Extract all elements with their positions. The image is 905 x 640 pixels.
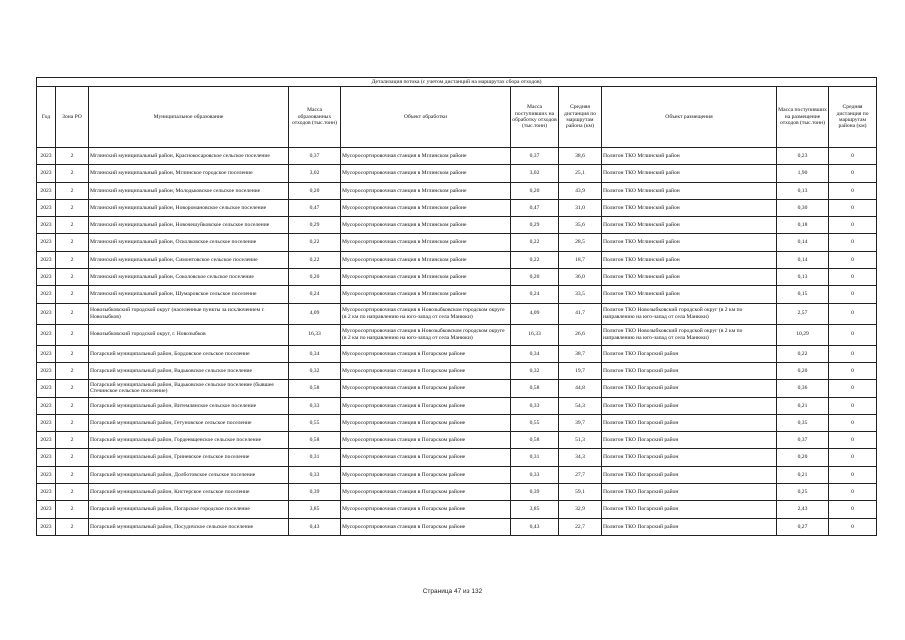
cell-mass-to-placement: 0,20 [777,449,829,466]
cell-treatment-object: Мусоросортировочная станция в Погарском районе [341,345,511,362]
cell-avg-distance-placement: 0 [829,303,877,324]
cell-municipality: Новозыбковский городской округ (населенные пункты за исключением г. Новозыбков) [89,303,289,324]
table-row [37,165,877,182]
table-row [37,449,877,466]
cell-zone: 2 [56,362,89,379]
cell-mass-to-placement: 0,25 [777,484,829,501]
cell-placement-object: Полигон ТКО Погарский район [602,449,777,466]
cell-avg-distance-treatment: 38,7 [559,345,602,362]
cell-avg-distance-treatment: 26,6 [559,324,602,345]
cell-avg-distance-placement: 0 [829,217,877,234]
cell-placement-object: Полигон ТКО Погарский район [602,518,777,535]
cell-treatment-object: Мусоросортировочная станция в Погарском районе [341,380,511,397]
cell-zone: 2 [56,380,89,397]
cell-avg-distance-placement: 0 [829,414,877,431]
table-row [37,148,877,165]
cell-mass-to-placement: 0,18 [777,217,829,234]
cell-mass-to-placement: 0,13 [777,182,829,199]
cell-treatment-object: Мусоросортировочная станция в Погарском районе [341,362,511,379]
cell-mass-to-placement: 1,90 [777,165,829,182]
cell-year: 2023 [37,234,56,251]
cell-avg-distance-placement: 0 [829,165,877,182]
table-row [37,286,877,303]
cell-mass-to-placement: 0,23 [777,148,829,165]
cell-zone: 2 [56,217,89,234]
cell-avg-distance-treatment: 44,8 [559,380,602,397]
cell-mass-generated: 0,22 [289,234,341,251]
cell-placement-object: Полигон ТКО Мглинский район [602,234,777,251]
cell-avg-distance-placement: 0 [829,466,877,483]
waste-flow-table [36,77,877,536]
cell-treatment-object: Мусоросортировочная станция в Мглинском районе [341,199,511,216]
cell-placement-object: Полигон ТКО Погарский район [602,466,777,483]
cell-mass-generated: 0,20 [289,269,341,286]
cell-avg-distance-placement: 0 [829,518,877,535]
cell-municipality: Погарский муниципальный район, Гриневское сельское поселение [89,449,289,466]
cell-treatment-object: Мусоросортировочная станция в Новозыбковском городском округе (в 2 км по направлению на юго-запад от села Манюки) [341,303,511,324]
cell-mass-generated: 0,31 [289,449,341,466]
cell-municipality: Мглинский муниципальный район, Новоромановское сельское поселение [89,199,289,216]
cell-year: 2023 [37,217,56,234]
cell-avg-distance-treatment: 19,7 [559,362,602,379]
cell-zone: 2 [56,484,89,501]
cell-mass-generated: 0,33 [289,466,341,483]
cell-year: 2023 [37,148,56,165]
cell-placement-object: Полигон ТКО Погарский район [602,414,777,431]
cell-mass-to-placement: 0,14 [777,251,829,268]
cell-year: 2023 [37,518,56,535]
cell-placement-object: Полигон ТКО Погарский район [602,397,777,414]
cell-mass-to-treatment: 0,34 [511,345,559,362]
table-row [37,432,877,449]
cell-placement-object: Полигон ТКО Мглинский район [602,217,777,234]
cell-avg-distance-placement: 0 [829,148,877,165]
cell-zone: 2 [56,345,89,362]
cell-year: 2023 [37,501,56,518]
cell-avg-distance-placement: 0 [829,449,877,466]
cell-avg-distance-treatment: 41,7 [559,303,602,324]
cell-treatment-object: Мусоросортировочная станция в Мглинском районе [341,148,511,165]
cell-placement-object: Полигон ТКО Мглинский район [602,182,777,199]
table-row [37,182,877,199]
cell-mass-generated: 0,20 [289,182,341,199]
table-row [37,217,877,234]
cell-avg-distance-treatment: 34,3 [559,449,602,466]
cell-mass-generated: 0,33 [289,397,341,414]
cell-placement-object: Полигон ТКО Мглинский район [602,165,777,182]
cell-avg-distance-treatment: 36,0 [559,269,602,286]
cell-year: 2023 [37,324,56,345]
cell-year: 2023 [37,303,56,324]
header-mass-generated: Масса образованных отходов (тыс.тонн) [289,87,341,148]
cell-year: 2023 [37,380,56,397]
cell-zone: 2 [56,449,89,466]
cell-zone: 2 [56,397,89,414]
cell-placement-object: Полигон ТКО Мглинский район [602,199,777,216]
cell-municipality: Мглинский муниципальный район, Шумаровское сельское поселение [89,286,289,303]
cell-treatment-object: Мусоросортировочная станция в Погарском районе [341,449,511,466]
cell-treatment-object: Мусоросортировочная станция в Мглинском районе [341,182,511,199]
cell-year: 2023 [37,432,56,449]
page-number: Страница 47 из 132 [422,588,483,595]
table-row [37,269,877,286]
cell-treatment-object: Мусоросортировочная станция в Мглинском районе [341,286,511,303]
cell-mass-generated: 0,43 [289,518,341,535]
cell-mass-generated: 0,58 [289,432,341,449]
header-municipality: Муниципальное образование [89,87,289,148]
cell-mass-generated: 0,37 [289,148,341,165]
cell-mass-to-treatment: 0,37 [511,148,559,165]
cell-mass-to-treatment: 0,58 [511,380,559,397]
cell-mass-to-treatment: 0,29 [511,217,559,234]
cell-avg-distance-treatment: 54,3 [559,397,602,414]
cell-avg-distance-treatment: 31,0 [559,199,602,216]
cell-mass-to-placement: 10,29 [777,324,829,345]
cell-year: 2023 [37,362,56,379]
cell-zone: 2 [56,414,89,431]
cell-municipality: Погарский муниципальный район, Вадьковское сельское поселение [89,362,289,379]
cell-avg-distance-treatment: 18,7 [559,251,602,268]
table-row [37,362,877,379]
cell-zone: 2 [56,518,89,535]
cell-zone: 2 [56,432,89,449]
cell-year: 2023 [37,269,56,286]
cell-municipality: Мглинский муниципальный район, Новочешуйковское сельское поселение [89,217,289,234]
header-avg-distance-placement: Средняя дистанция по маршрутам района (км) [829,87,877,148]
cell-avg-distance-placement: 0 [829,324,877,345]
cell-municipality: Мглинский муниципальный район, Краснокосаровское сельское поселение [89,148,289,165]
cell-placement-object: Полигон ТКО Погарский район [602,501,777,518]
table-row [37,484,877,501]
table-body [37,148,877,536]
table-row [37,380,877,397]
cell-treatment-object: Мусоросортировочная станция в Новозыбковском городском округе (в 2 км по направлению на юго-запад от села Манюки) [341,324,511,345]
cell-zone: 2 [56,165,89,182]
cell-zone: 2 [56,199,89,216]
table-row [37,345,877,362]
cell-mass-to-treatment: 0,20 [511,182,559,199]
cell-mass-to-treatment: 0,33 [511,466,559,483]
cell-placement-object: Полигон ТКО Новозыбковский городской округ (в 2 км по направлению на юго-запад от села Манюки) [602,303,777,324]
cell-avg-distance-treatment: 33,5 [559,286,602,303]
cell-mass-generated: 0,22 [289,251,341,268]
cell-placement-object: Полигон ТКО Погарский район [602,380,777,397]
table-row [37,501,877,518]
cell-mass-to-placement: 0,21 [777,397,829,414]
cell-mass-to-treatment: 0,47 [511,199,559,216]
cell-municipality: Погарский муниципальный район, Долботовское сельское поселение [89,466,289,483]
cell-avg-distance-treatment: 22,7 [559,518,602,535]
cell-avg-distance-treatment: 35,6 [559,217,602,234]
cell-mass-generated: 0,29 [289,217,341,234]
document-page [36,77,876,536]
header-mass-to-placement: Масса поступивших на размещение отходов (тыс.тонн) [777,87,829,148]
cell-mass-generated: 0,39 [289,484,341,501]
cell-treatment-object: Мусоросортировочная станция в Мглинском районе [341,234,511,251]
cell-year: 2023 [37,414,56,431]
table-row [37,324,877,345]
cell-treatment-object: Мусоросортировочная станция в Мглинском районе [341,269,511,286]
cell-avg-distance-placement: 0 [829,501,877,518]
cell-treatment-object: Мусоросортировочная станция в Мглинском районе [341,251,511,268]
cell-avg-distance-placement: 0 [829,182,877,199]
cell-mass-to-placement: 0,36 [777,380,829,397]
cell-zone: 2 [56,303,89,324]
cell-placement-object: Полигон ТКО Погарский район [602,432,777,449]
cell-municipality: Мглинский муниципальный район, Молодьковское сельское поселение [89,182,289,199]
cell-mass-to-placement: 0,30 [777,199,829,216]
cell-mass-to-placement: 0,15 [777,286,829,303]
cell-avg-distance-treatment: 25,1 [559,165,602,182]
cell-avg-distance-placement: 0 [829,199,877,216]
cell-avg-distance-placement: 0 [829,380,877,397]
cell-mass-to-placement: 2,43 [777,501,829,518]
cell-mass-to-placement: 0,27 [777,518,829,535]
cell-year: 2023 [37,165,56,182]
cell-avg-distance-treatment: 32,9 [559,501,602,518]
cell-mass-to-placement: 0,22 [777,345,829,362]
cell-mass-to-placement: 0,37 [777,432,829,449]
cell-avg-distance-treatment: 59,1 [559,484,602,501]
cell-treatment-object: Мусоросортировочная станция в Мглинском районе [341,217,511,234]
table-caption: Детализация потока (с учетом дистанций на маршрутах сбора отходов) [37,78,877,87]
cell-treatment-object: Мусоросортировочная станция в Погарском районе [341,518,511,535]
cell-mass-generated: 0,55 [289,414,341,431]
cell-avg-distance-placement: 0 [829,397,877,414]
cell-avg-distance-treatment: 28,5 [559,234,602,251]
cell-mass-to-placement: 0,21 [777,466,829,483]
cell-year: 2023 [37,466,56,483]
cell-mass-generated: 0,34 [289,345,341,362]
cell-mass-to-treatment: 0,39 [511,484,559,501]
cell-zone: 2 [56,182,89,199]
cell-avg-distance-placement: 0 [829,269,877,286]
cell-mass-to-treatment: 16,33 [511,324,559,345]
cell-avg-distance-placement: 0 [829,286,877,303]
cell-avg-distance-treatment: 38,6 [559,148,602,165]
cell-treatment-object: Мусоросортировочная станция в Погарском районе [341,414,511,431]
cell-municipality: Погарский муниципальный район, Бордовское сельское поселение [89,345,289,362]
cell-mass-to-placement: 2,57 [777,303,829,324]
cell-treatment-object: Мусоросортировочная станция в Погарском районе [341,397,511,414]
cell-mass-to-treatment: 0,24 [511,286,559,303]
cell-year: 2023 [37,199,56,216]
cell-avg-distance-placement: 0 [829,484,877,501]
cell-zone: 2 [56,466,89,483]
cell-year: 2023 [37,397,56,414]
cell-municipality: Погарский муниципальный район, Кистерское сельское поселение [89,484,289,501]
table-row [37,251,877,268]
cell-mass-generated: 3,85 [289,501,341,518]
cell-zone: 2 [56,251,89,268]
table-row [37,199,877,216]
cell-mass-to-treatment: 0,33 [511,397,559,414]
cell-mass-to-treatment: 0,22 [511,234,559,251]
cell-mass-to-placement: 0,13 [777,269,829,286]
cell-year: 2023 [37,345,56,362]
cell-mass-to-placement: 0,20 [777,362,829,379]
cell-zone: 2 [56,148,89,165]
cell-mass-to-treatment: 3,02 [511,165,559,182]
cell-mass-to-placement: 0,14 [777,234,829,251]
cell-municipality: Мглинский муниципальный район, Соколовское сельское поселение [89,269,289,286]
table-row [37,234,877,251]
cell-avg-distance-placement: 0 [829,432,877,449]
cell-zone: 2 [56,286,89,303]
cell-treatment-object: Мусоросортировочная станция в Мглинском районе [341,165,511,182]
cell-placement-object: Полигон ТКО Погарский район [602,484,777,501]
cell-placement-object: Полигон ТКО Мглинский район [602,148,777,165]
cell-mass-to-treatment: 0,32 [511,362,559,379]
cell-avg-distance-treatment: 43,9 [559,182,602,199]
table-row [37,518,877,535]
cell-mass-generated: 0,58 [289,380,341,397]
cell-avg-distance-placement: 0 [829,251,877,268]
cell-mass-generated: 3,02 [289,165,341,182]
cell-mass-to-treatment: 0,55 [511,414,559,431]
cell-municipality: Погарский муниципальный район, Витемлянское сельское поселение [89,397,289,414]
table-row [37,397,877,414]
cell-treatment-object: Мусоросортировочная станция в Погарском районе [341,484,511,501]
cell-placement-object: Полигон ТКО Мглинский район [602,286,777,303]
cell-mass-to-treatment: 0,31 [511,449,559,466]
table-row [37,466,877,483]
cell-avg-distance-placement: 0 [829,362,877,379]
cell-mass-to-treatment: 0,20 [511,269,559,286]
cell-municipality: Мглинский муниципальный район, Симонтовское сельское поселение [89,251,289,268]
cell-zone: 2 [56,269,89,286]
header-year: Год [37,87,56,148]
cell-zone: 2 [56,234,89,251]
cell-municipality: Новозыбковский городской округ, г. Новозыбков [89,324,289,345]
cell-mass-generated: 0,47 [289,199,341,216]
header-treatment-object: Объект обработки [341,87,511,148]
cell-municipality: Погарский муниципальный район, Гордеевщенское сельское поселение [89,432,289,449]
cell-year: 2023 [37,484,56,501]
header-placement-object: Объект размещения [602,87,777,148]
table-row [37,414,877,431]
cell-avg-distance-placement: 0 [829,234,877,251]
cell-avg-distance-treatment: 51,3 [559,432,602,449]
cell-year: 2023 [37,286,56,303]
cell-treatment-object: Мусоросортировочная станция в Погарском районе [341,466,511,483]
header-zone: Зона РО [56,87,89,148]
cell-placement-object: Полигон ТКО Мглинский район [602,269,777,286]
cell-mass-generated: 4,09 [289,303,341,324]
cell-municipality: Погарский муниципальный район, Погарское городское поселение [89,501,289,518]
cell-placement-object: Полигон ТКО Новозыбковский городской округ (в 2 км по направлению на юго-запад от села Манюки) [602,324,777,345]
cell-mass-generated: 16,33 [289,324,341,345]
cell-mass-to-treatment: 3,85 [511,501,559,518]
cell-municipality: Погарский муниципальный район, Вадьковское сельское поселение (бывшее Стечинское сельское поселение) [89,380,289,397]
cell-mass-to-placement: 0,35 [777,414,829,431]
header-mass-to-treatment: Масса поступивших на обработку отходов (тыс.тонн) [511,87,559,148]
cell-avg-distance-treatment: 27,7 [559,466,602,483]
cell-zone: 2 [56,324,89,345]
cell-mass-to-treatment: 0,22 [511,251,559,268]
cell-mass-generated: 0,24 [289,286,341,303]
cell-placement-object: Полигон ТКО Погарский район [602,362,777,379]
cell-municipality: Мглинский муниципальный район, Осколковское сельское поселение [89,234,289,251]
cell-treatment-object: Мусоросортировочная станция в Погарском районе [341,501,511,518]
header-avg-distance-treatment: Средняя дистанция по маршрутам района (км) [559,87,602,148]
cell-mass-to-treatment: 0,58 [511,432,559,449]
cell-year: 2023 [37,449,56,466]
cell-avg-distance-treatment: 39,7 [559,414,602,431]
cell-placement-object: Полигон ТКО Мглинский район [602,251,777,268]
cell-year: 2023 [37,182,56,199]
cell-zone: 2 [56,501,89,518]
cell-mass-generated: 0,32 [289,362,341,379]
cell-municipality: Погарский муниципальный район, Посудичское сельское поселение [89,518,289,535]
cell-placement-object: Полигон ТКО Погарский район [602,345,777,362]
table-row [37,303,877,324]
cell-mass-to-treatment: 4,09 [511,303,559,324]
cell-treatment-object: Мусоросортировочная станция в Погарском районе [341,432,511,449]
cell-avg-distance-placement: 0 [829,345,877,362]
cell-municipality: Мглинский муниципальный район, Мглинское городское поселение [89,165,289,182]
cell-year: 2023 [37,251,56,268]
cell-municipality: Погарский муниципальный район, Гетуновское сельское поселение [89,414,289,431]
cell-mass-to-treatment: 0,43 [511,518,559,535]
